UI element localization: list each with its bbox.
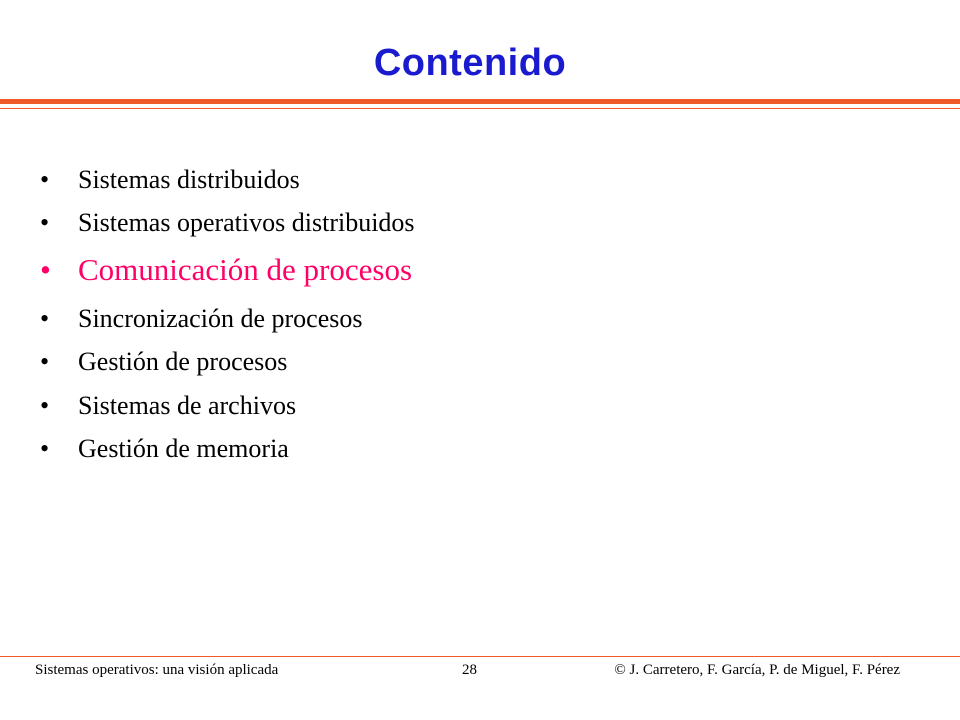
list-item-sincronizacion-de-procesos <box>40 299 362 339</box>
list-item-label: Sistemas operativos distribuidos <box>78 208 415 237</box>
list-item-label: Sistemas de archivos <box>78 391 297 420</box>
bullet-icon: • <box>40 252 51 287</box>
title-divider-thick <box>0 99 960 104</box>
footer-divider <box>0 656 960 657</box>
list-item-label: Sincronización de procesos <box>78 304 363 333</box>
bullet-icon: • <box>40 347 50 376</box>
bullet-icon: • <box>40 434 50 463</box>
footer-book-title: Sistemas operativos: una visión aplicada <box>35 662 279 678</box>
list-item-sistemas-de-archivos <box>40 386 296 426</box>
footer-copyright: © J. Carretero, F. García, P. de Miguel, F. Pérez <box>614 662 900 678</box>
bullet-icon: • <box>40 304 50 333</box>
list-item-gestion-de-memoria <box>40 429 289 469</box>
bullet-icon: • <box>40 391 50 420</box>
list-item-label: Gestión de procesos <box>78 347 288 376</box>
slide-title: Contenido <box>373 42 567 84</box>
list-item-sistemas-distribuidos <box>40 160 300 200</box>
list-item-label: Sistemas distribuidos <box>78 165 300 194</box>
bullet-icon: • <box>40 208 50 237</box>
list-item-label: Comunicación de procesos <box>78 252 413 287</box>
list-item-label: Gestión de memoria <box>78 434 289 463</box>
list-item-sistemas-operativos-distribuidos <box>40 203 415 243</box>
footer-page-number: 28 <box>462 662 477 678</box>
list-item-gestion-de-procesos <box>40 342 287 382</box>
list-item-comunicacion-de-procesos <box>40 250 412 290</box>
title-divider-thin <box>0 108 960 109</box>
bullet-icon: • <box>40 165 50 194</box>
